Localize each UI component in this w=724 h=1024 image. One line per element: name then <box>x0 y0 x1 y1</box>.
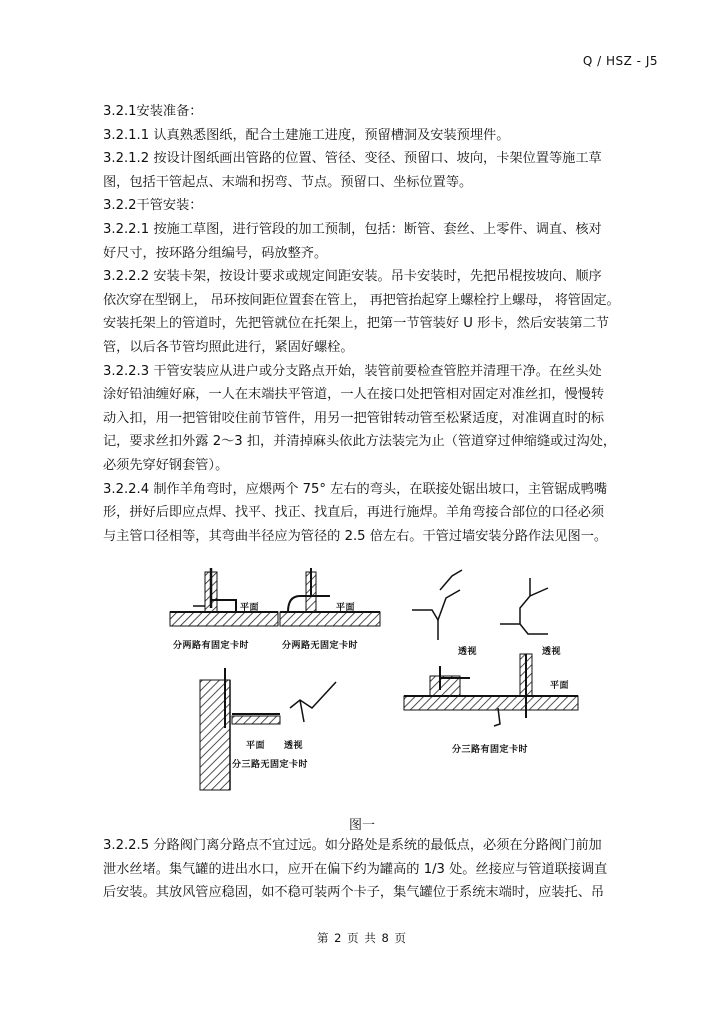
header-doc-code: Q / HSZ - J5 <box>582 54 658 68</box>
fig-caption-two-way-fixed: 分两路有固定卡时 <box>173 641 250 651</box>
text-line: 图，包括干管起点、末端和拐弯、节点。预留口、坐标位置等。 <box>103 174 473 190</box>
fig-label-perspective: 透视 <box>458 647 478 657</box>
text-line: 动入扣，用一把管钳咬住前节管件，用另一把管钳转动管至松紧适度，对准调直时的标 <box>103 410 605 426</box>
text-line: 后安装。其放风管应稳固，如不稳可装两个卡子，集气罐位于系统末端时，应装托、吊 <box>103 885 605 901</box>
diagram-three-way-no-fixed <box>200 668 336 790</box>
fig-caption-three-way-no-fixed: 分三路无固定卡时 <box>232 760 309 770</box>
fig-label-plan: 平面 <box>550 681 570 691</box>
diagram-perspective-2 <box>500 578 548 634</box>
fig-label-perspective: 透视 <box>284 741 304 751</box>
text-line: 管，以后各节管均照此进行，紧固好螺栓。 <box>103 339 354 355</box>
fig-label-plan: 平面 <box>246 741 266 751</box>
fig-caption-three-way-fixed: 分三路有固定卡时 <box>452 745 529 755</box>
page-footer: 第 2 页 共 8 页 <box>317 931 407 945</box>
body-text-2 <box>103 834 663 905</box>
text-line: 3.2.1.2 按设计图纸画出管路的位置、管径、变径、预留口、坡向，卡架位置等施工草 <box>103 151 602 167</box>
figure-one <box>0 568 724 818</box>
text-line: 3.2.2.5 分路阀门离分路点不宜过远。如分路处是系统的最低点，必须在分路阀门前加 <box>103 838 602 853</box>
text-line: 3.2.2.4 制作羊角弯时，应煨两个 75° 左右的弯头，在联接处锯出坡口，主管锯成鸭嘴 <box>103 481 608 497</box>
figure-caption: 图一 <box>348 818 375 833</box>
text-line: 3.2.2干管安装： <box>103 198 203 214</box>
text-line: 形，拼好后即应点焊、找平、找正、找直后，再进行施焊。羊角弯接合部位的口径必须 <box>103 505 605 521</box>
fig-label-perspective: 透视 <box>542 647 562 657</box>
diagram-perspective-1 <box>412 570 462 640</box>
text-line: 3.2.1安装准备： <box>103 104 203 119</box>
body-text <box>103 100 663 548</box>
diagram-two-way-fixed <box>170 568 278 626</box>
text-line: 3.2.2.2 安装卡架，按设计要求或规定间距安装。吊卡安装时，先把吊棍按坡向、顺序 <box>103 269 602 285</box>
text-line: 与主管口径相等，其弯曲半径应为管径的 2.5 倍左右。干管过墙安装分路作法见图一。 <box>103 528 608 544</box>
text-line: 涂好铅油缠好麻，一人在末端扶平管道，一人在接口处把管相对固定对准丝扣，慢慢转 <box>103 387 605 403</box>
text-line: 泄水丝堵。集气罐的进出水口，应开在偏下约为罐高的 1/3 处。丝接应与管道联接调直 <box>103 861 608 877</box>
fig-caption-two-way-no-fixed: 分两路无固定卡时 <box>282 641 359 651</box>
diagram-two-way-no-fixed <box>280 568 380 626</box>
figure-drawing <box>0 568 724 818</box>
text-line: 3.2.1.1 认真熟悉图纸，配合土建施工进度，预留槽洞及安装预埋件。 <box>103 127 510 143</box>
text-line: 依次穿在型钢上， 吊环按间距位置套在管上， 再把管抬起穿上螺栓拧上螺母， 将管固定。 <box>103 292 620 308</box>
fig-label-plan: 平面 <box>240 603 260 613</box>
text-line: 3.2.2.1 按施工草图，进行管段的加工预制，包括：断管、套丝、上零件、调直、核对 <box>103 221 602 237</box>
text-line: 记，要求丝扣外露 2～3 扣，并清掉麻头依此方法装完为止（管道穿过伸缩缝或过沟处， <box>103 434 617 450</box>
text-line: 3.2.2.3 干管安装应从进户或分支路点开始，装管前要检查管腔并清理干净。在丝头处 <box>103 363 602 379</box>
fig-label-plan: 平面 <box>336 603 356 613</box>
text-line: 好尺寸，按环路分组编号，码放整齐。 <box>103 245 328 261</box>
text-line: 安装托架上的管道时，先把管就位在托架上，把第一节管装好 U 形卡，然后安装第二节 <box>103 316 609 332</box>
text-line: 必须先穿好钢套管）。 <box>103 457 229 473</box>
